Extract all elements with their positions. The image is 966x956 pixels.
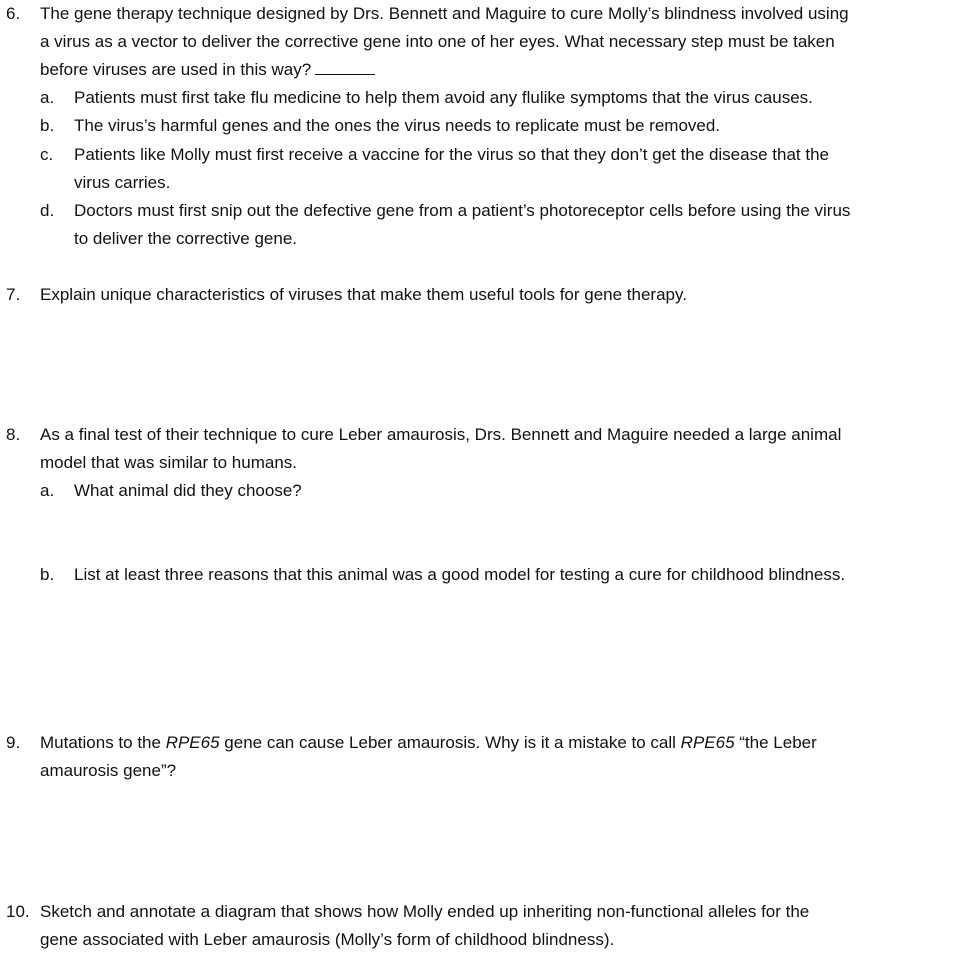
question-number: 6. [6,4,21,23]
option-text: The virus’s harmful genes and the ones the virus needs to replicate must be removed. [74,116,721,135]
part-letter: a. [40,481,55,500]
part-text: What animal did they choose? [74,481,302,500]
gene-name: RPE65 [680,733,735,752]
gene-name: RPE65 [165,733,220,752]
question-text-line: As a final test of their technique to cure Leber amaurosis, Drs. Bennett and Maguire needed a large animal [40,425,842,444]
option-text: Patients like Molly must first receive a vaccine for the virus so that they don’t get the disease that the [74,145,829,164]
question-text-line: Mutations to the RPE65 gene can cause Leber amaurosis. Why is it a mistake to call RPE65 “the Leber [40,733,817,752]
option-letter: c. [40,145,54,164]
option-text: to deliver the corrective gene. [74,229,298,248]
question-text-line: Explain unique characteristics of viruses that make them useful tools for gene therapy. [40,285,687,304]
question-text-line: a virus as a vector to deliver the corrective gene into one of her eyes. What necessary step must be taken [40,32,835,51]
question-text-line: Sketch and annotate a diagram that shows how Molly ended up inheriting non-functional alleles for the [40,902,810,921]
option-letter: a. [40,88,55,107]
part-text: List at least three reasons that this animal was a good model for testing a cure for childhood blindness. [74,565,846,584]
option-text: virus carries. [74,173,171,192]
option-letter: b. [40,116,55,135]
question-number: 8. [6,425,21,444]
option-text: Doctors must first snip out the defective gene from a patient’s photoreceptor cells before using the virus [74,201,851,220]
part-letter: b. [40,565,55,584]
question-text-line: model that was similar to humans. [40,453,297,472]
answer-blank[interactable] [315,58,375,75]
question-number: 9. [6,733,21,752]
option-letter: d. [40,201,55,220]
question-number: 10. [6,902,30,921]
question-text-line: before viruses are used in this way? [40,56,375,84]
question-text-line: The gene therapy technique designed by Drs. Bennett and Maguire to cure Molly’s blindness involved using [40,4,849,23]
question-number: 7. [6,285,21,304]
option-text: Patients must first take flu medicine to help them avoid any flulike symptoms that the virus causes. [74,88,813,107]
question-text-line: amaurosis gene”? [40,761,177,780]
question-text-line: gene associated with Leber amaurosis (Molly’s form of childhood blindness). [40,930,615,949]
